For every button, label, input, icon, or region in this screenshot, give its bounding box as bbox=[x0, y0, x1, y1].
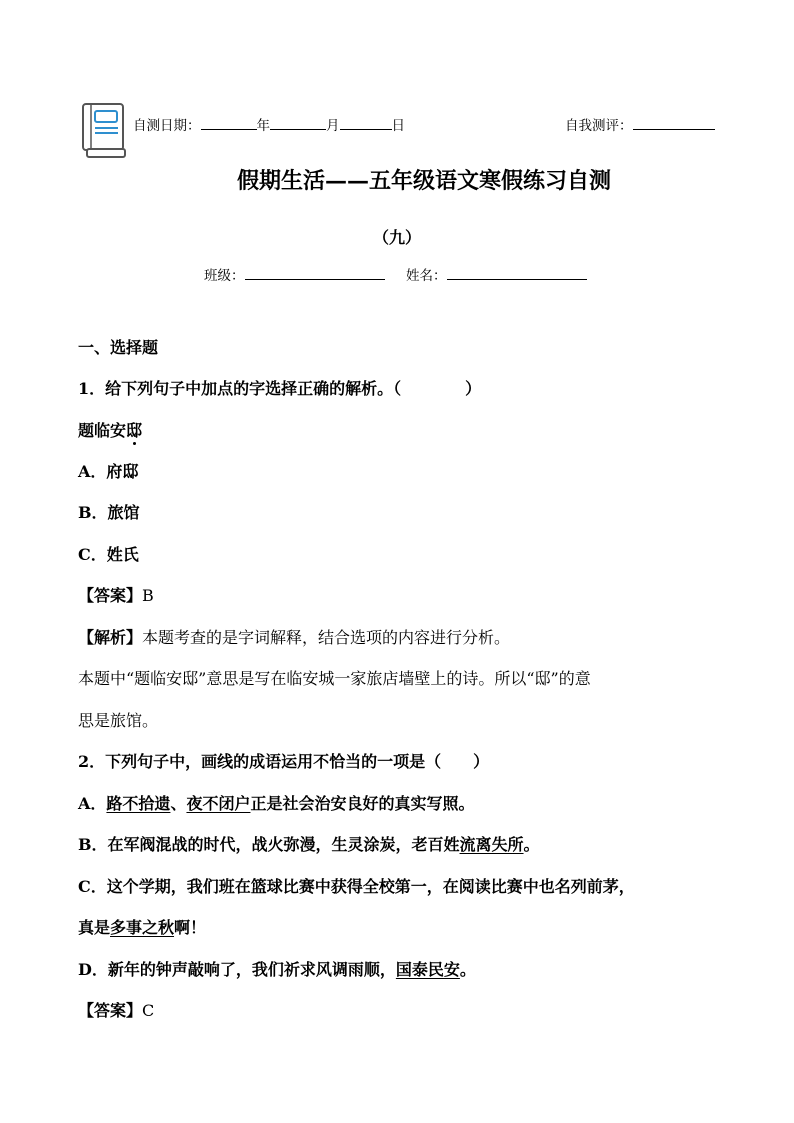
q1-answer-value: B bbox=[142, 586, 154, 605]
class-field bbox=[204, 265, 385, 285]
page-title: 假期生活——五年级语文寒假练习自测 bbox=[236, 168, 611, 194]
name-blank[interactable] bbox=[447, 265, 587, 280]
self-eval bbox=[565, 115, 715, 135]
q2-c-idiom: 多事之秋 bbox=[110, 918, 175, 937]
q2-a-sep: 、 bbox=[170, 794, 187, 813]
q1-answer-label: 【答案】 bbox=[78, 586, 143, 605]
q1-analysis-label: 【解析】 bbox=[78, 628, 143, 647]
year-label: 年 bbox=[256, 118, 270, 134]
q1-option-a: A．府邸 bbox=[78, 462, 139, 481]
date-line bbox=[133, 115, 405, 135]
q2-answer bbox=[78, 1000, 154, 1022]
class-label: 班级： bbox=[204, 268, 245, 284]
q2-b-end: 。 bbox=[523, 835, 540, 854]
q2-a-prefix: A． bbox=[78, 794, 107, 813]
q2-answer-label: 【答案】 bbox=[78, 1001, 143, 1020]
day-blank[interactable] bbox=[340, 115, 392, 130]
name-label: 姓名： bbox=[406, 268, 447, 284]
q2-d-end: 。 bbox=[459, 960, 476, 979]
name-field bbox=[406, 265, 587, 285]
q1-analysis-text: 本题考查的是字词解释，结合选项的内容进行分析。 bbox=[142, 628, 511, 647]
q2-option-c-line2 bbox=[78, 917, 206, 939]
q2-stem: 2．下列句子中，画线的成语运用不恰当的一项是（ ） bbox=[78, 752, 490, 771]
q1-stem: 1．给下列句子中加点的字选择正确的解析。（ ） bbox=[78, 379, 482, 398]
q1-sentence bbox=[78, 420, 142, 442]
q2-a-idiom1: 路不拾遗 bbox=[106, 794, 171, 813]
book-icon bbox=[80, 101, 130, 161]
year-blank[interactable] bbox=[201, 115, 257, 130]
q2-b-idiom: 流离失所 bbox=[459, 835, 524, 854]
q2-d-idiom: 国泰民安 bbox=[395, 960, 460, 979]
self-eval-blank[interactable] bbox=[633, 115, 715, 130]
self-eval-label: 自我测评： bbox=[565, 118, 633, 134]
q2-b-text: B．在军阀混战的时代，战火弥漫，生灵涂炭，老百姓 bbox=[78, 835, 460, 854]
q2-option-b bbox=[78, 834, 540, 856]
q1-option-c: C．姓氏 bbox=[78, 545, 139, 564]
date-label: 自测日期： bbox=[133, 118, 201, 134]
q2-option-c: C．这个学期，我们班在篮球比赛中获得全校第一，在阅读比赛中也名列前茅， bbox=[78, 877, 635, 896]
page-subtitle: （九） bbox=[372, 228, 421, 247]
q2-c-prefix: 真是 bbox=[78, 918, 111, 937]
section-heading: 一、选择题 bbox=[78, 338, 159, 357]
month-label: 月 bbox=[326, 118, 340, 134]
q1-analysis-line2: 本题中“题临安邸”意思是写在临安城一家旅店墙壁上的诗。所以“邸”的意 bbox=[78, 669, 591, 688]
day-label: 日 bbox=[391, 118, 405, 134]
q2-a-idiom2: 夜不闭户 bbox=[186, 794, 251, 813]
q2-answer-value: C bbox=[142, 1001, 155, 1020]
q1-analysis bbox=[78, 627, 510, 649]
q1-sentence-text: 题临安 bbox=[78, 421, 127, 440]
month-blank[interactable] bbox=[270, 115, 326, 130]
q2-d-text: D．新年的钟声敲响了，我们祈求风调雨顺， bbox=[78, 960, 396, 979]
q1-option-b: B．旅馆 bbox=[78, 503, 140, 522]
class-blank[interactable] bbox=[245, 265, 385, 280]
q2-option-a bbox=[78, 793, 474, 815]
q1-analysis-line3: 思是旅馆。 bbox=[78, 711, 159, 730]
q1-answer bbox=[78, 585, 154, 607]
q2-option-d bbox=[78, 959, 476, 981]
q1-dotted-char: 邸 bbox=[126, 421, 143, 440]
q2-c-end: 啊！ bbox=[174, 918, 207, 937]
q2-a-rest: 正是社会治安良好的真实写照。 bbox=[250, 794, 475, 813]
